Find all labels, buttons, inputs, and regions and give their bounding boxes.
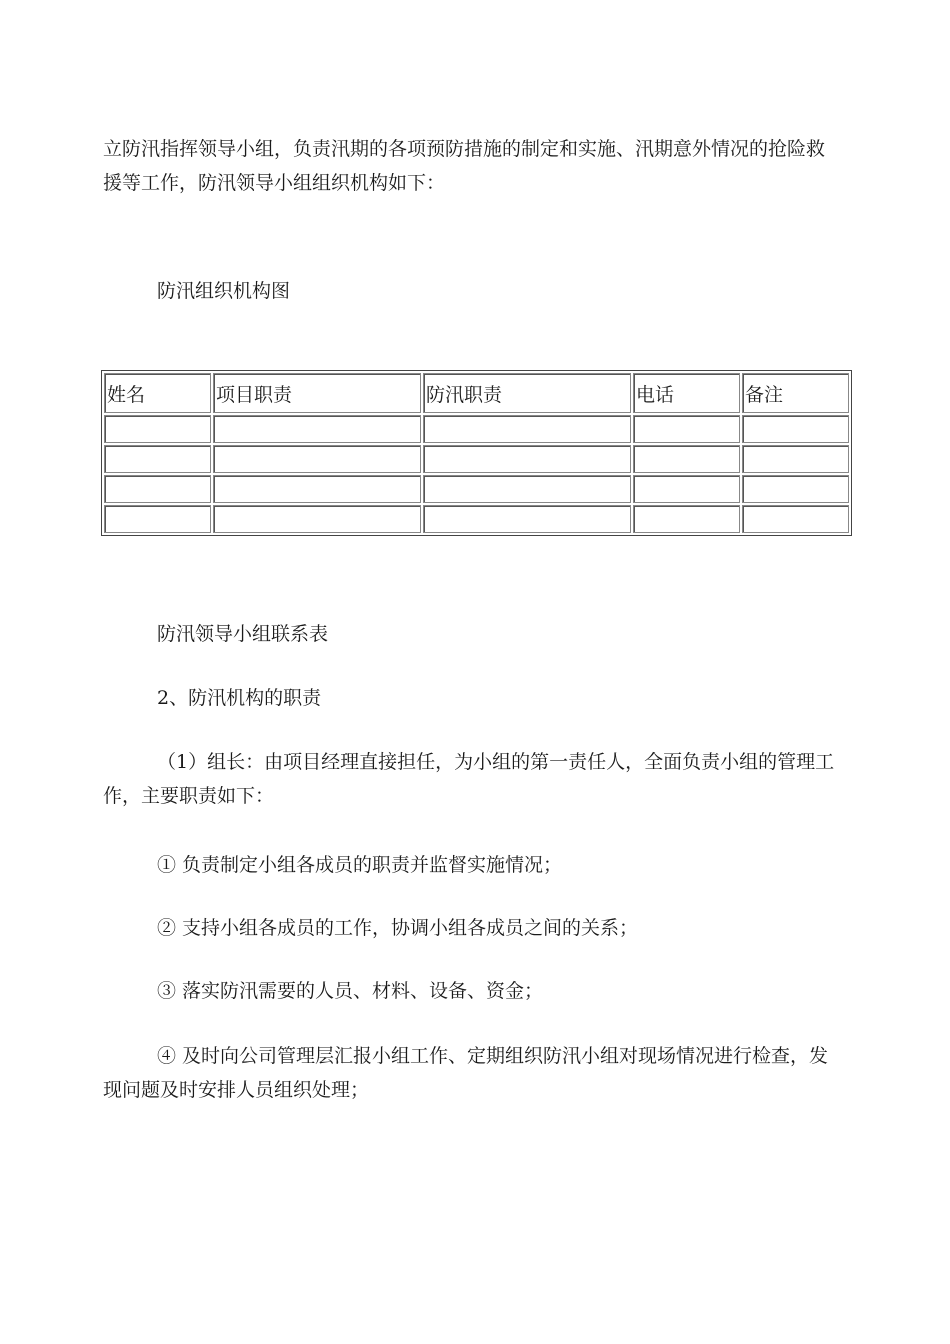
table-row [104,445,849,473]
table-cell [423,415,631,443]
duty-item-1: ① 负责制定小组各成员的职责并监督实施情况； [157,854,563,876]
table-cell [742,505,849,533]
header-project-duty: 项目职责 [213,373,421,413]
table-cell [633,445,740,473]
table-row [104,415,849,443]
header-remarks: 备注 [742,373,849,413]
table-caption: 防汛领导小组联系表 [157,623,329,645]
table-cell [104,475,211,503]
table-cell [742,475,849,503]
leader-paragraph: （1）组长：由项目经理直接担任，为小组的第一责任人，全面负责小组的管理工作，主要职责如下： [103,751,835,807]
header-name: 姓名 [104,373,211,413]
table-cell [633,475,740,503]
table-cell [742,445,849,473]
table-cell [423,475,631,503]
table-cell [104,415,211,443]
contact-table [101,370,852,536]
org-chart-caption: 防汛组织机构图 [157,280,291,302]
duty-item-4: ④ 及时向公司管理层汇报小组工作、定期组织防汛小组对现场情况进行检查，发现问题及时安排人员组织处理； [103,1045,829,1101]
duty-item-2: ② 支持小组各成员的工作，协调小组各成员之间的关系； [157,917,639,939]
table-row [104,505,849,533]
section-heading: 2、防汛机构的职责 [157,687,322,709]
table-cell [423,505,631,533]
table-cell [213,505,421,533]
table-cell [633,505,740,533]
table-cell [213,475,421,503]
table-cell [423,445,631,473]
table-cell [213,415,421,443]
header-flood-duty: 防汛职责 [423,373,631,413]
intro-paragraph: 立防汛指挥领导小组，负责汛期的各项预防措施的制定和实施、汛期意外情况的抢险救援等工作，防汛领导小组组织机构如下： [103,138,826,194]
header-phone: 电话 [633,373,740,413]
table-cell [633,415,740,443]
table-cell [742,415,849,443]
table-cell [104,445,211,473]
table-cell [213,445,421,473]
table-cell [104,505,211,533]
table-row [104,475,849,503]
table-header-row [104,373,849,413]
duty-item-3: ③ 落实防汛需要的人员、材料、设备、资金； [157,980,544,1002]
